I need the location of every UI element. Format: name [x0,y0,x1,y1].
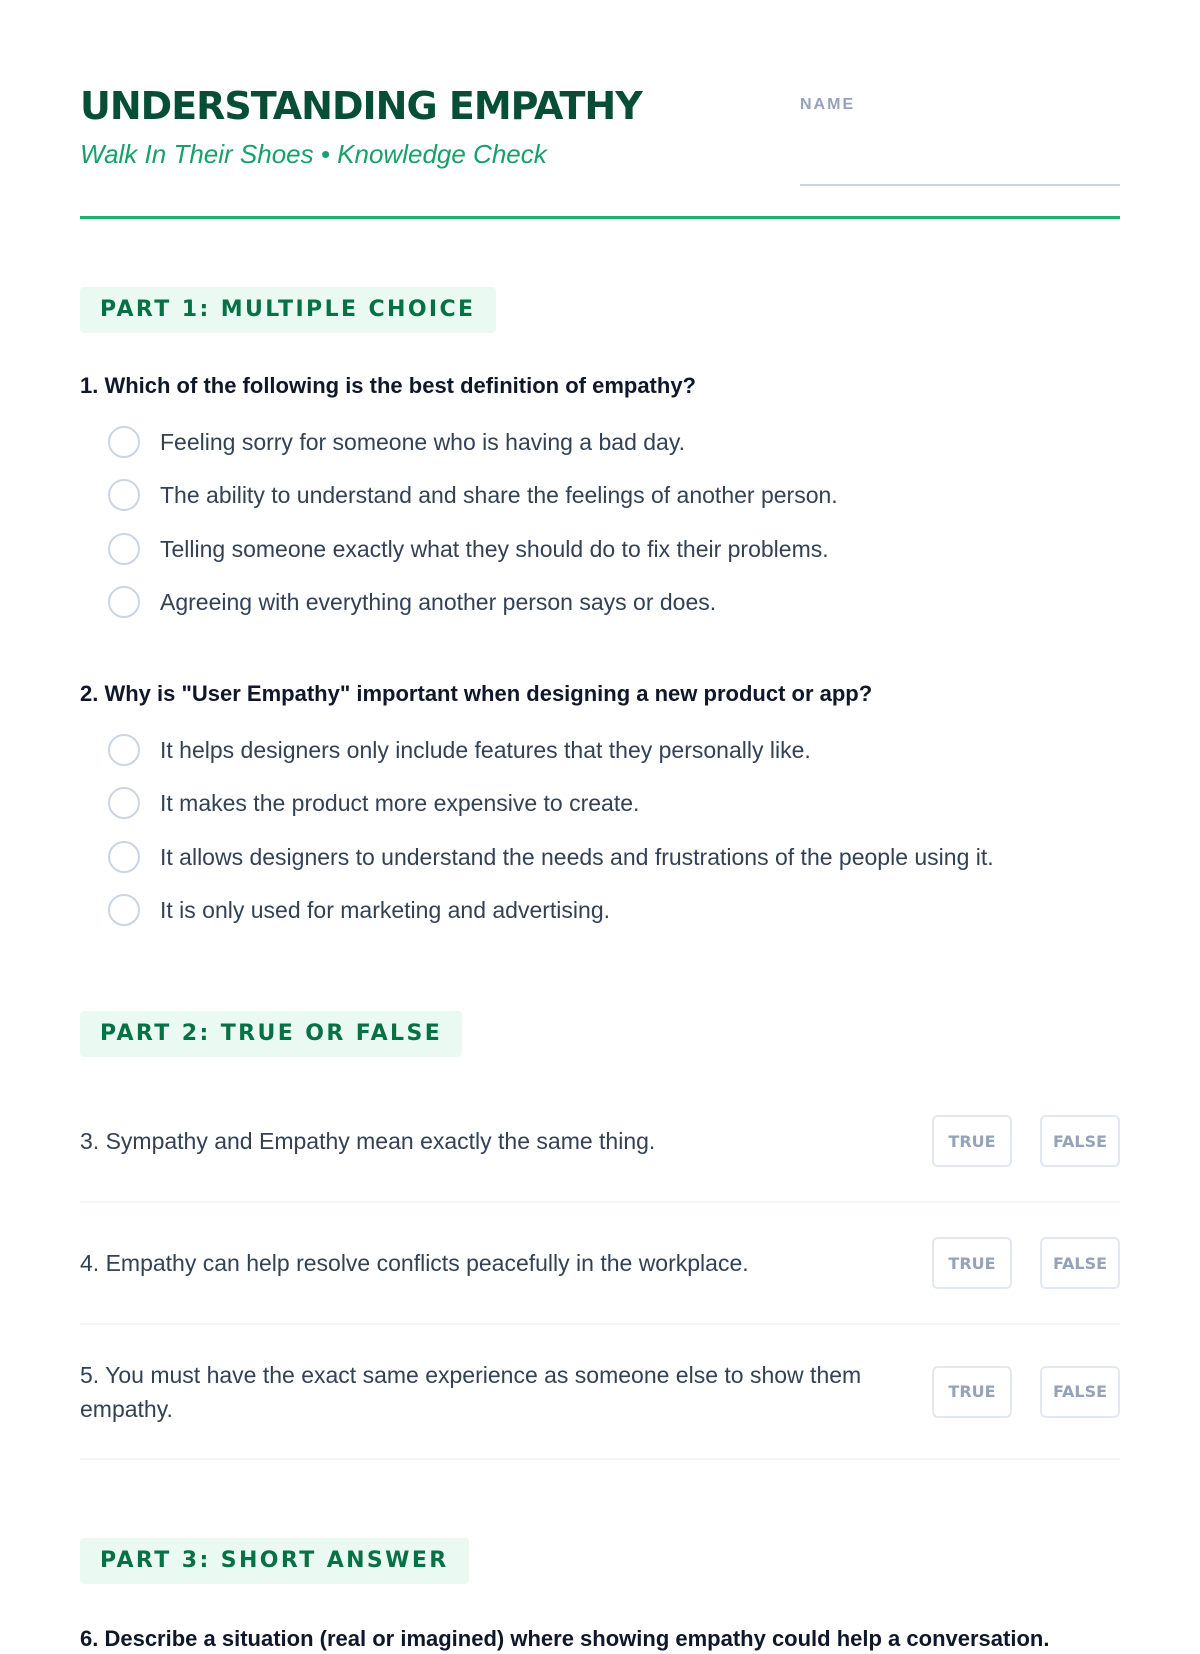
page-title: UNDERSTANDING EMPATHY [80,84,642,128]
radio-button[interactable] [108,841,140,873]
option-label: Feeling sorry for someone who is having a bad day. [160,428,686,455]
radio-button[interactable] [108,586,140,618]
answer-option[interactable] [80,884,1120,938]
true-false-buttons [932,1237,1120,1289]
false-button[interactable]: FALSE [1040,1115,1120,1167]
short-answer-question: 6. Describe a situation (real or imagined) where showing empathy could help a conversation. [80,1626,1050,1651]
radio-button[interactable] [108,787,140,819]
false-button[interactable]: FALSE [1040,1366,1120,1418]
option-label: It makes the product more expensive to create. [160,790,640,817]
answer-option[interactable] [80,777,1120,831]
true-button[interactable]: TRUE [932,1237,1012,1289]
true-false-buttons [932,1366,1120,1418]
mc-question-1 [80,371,1120,629]
name-field[interactable] [800,144,1120,186]
radio-button[interactable] [108,533,140,565]
option-list [80,415,1120,629]
true-false-row [80,1203,1120,1325]
statement-text: 5. You must have the exact same experience as someone else to show them empathy. [80,1361,862,1422]
answer-option[interactable] [80,469,1120,523]
true-false-list [80,1081,1120,1460]
answer-option[interactable] [80,415,1120,469]
page-subtitle: Walk In Their Shoes • Knowledge Check [80,139,547,169]
true-false-row [80,1081,1120,1203]
option-list [80,723,1120,937]
part2-heading: PART 2: TRUE OR FALSE [80,1011,462,1057]
false-button[interactable]: FALSE [1040,1237,1120,1289]
answer-option[interactable] [80,830,1120,884]
mc-question-2 [80,679,1120,937]
option-label: The ability to understand and share the feelings of another person. [160,482,838,509]
option-label: It is only used for marketing and advertising. [160,897,611,924]
worksheet-header [80,82,1120,219]
statement-text: 3. Sympathy and Empathy mean exactly the same thing. [80,1128,656,1154]
name-block [800,82,1120,186]
true-false-row [80,1325,1120,1460]
true-button[interactable]: TRUE [932,1366,1012,1418]
option-label: It allows designers to understand the needs and frustrations of the people using it. [160,843,994,870]
answer-option[interactable] [80,576,1120,630]
radio-button[interactable] [108,479,140,511]
true-false-buttons [932,1115,1120,1167]
name-label: NAME [800,96,856,113]
question-text: 2. Why is "User Empathy" important when designing a new product or app? [80,681,873,706]
title-block [80,82,760,170]
radio-button[interactable] [108,426,140,458]
option-label: It helps designers only include features that they personally like. [160,736,811,763]
statement-text: 4. Empathy can help resolve conflicts peacefully in the workplace. [80,1250,749,1276]
radio-button[interactable] [108,734,140,766]
radio-button[interactable] [108,894,140,926]
answer-option[interactable] [80,723,1120,777]
part3-heading: PART 3: SHORT ANSWER [80,1538,469,1584]
option-label: Agreeing with everything another person says or does. [160,589,717,616]
question-text: 1. Which of the following is the best definition of empathy? [80,373,696,398]
answer-option[interactable] [80,522,1120,576]
part1-heading: PART 1: MULTIPLE CHOICE [80,287,496,333]
option-label: Telling someone exactly what they should do to fix their problems. [160,535,829,562]
true-button[interactable]: TRUE [932,1115,1012,1167]
